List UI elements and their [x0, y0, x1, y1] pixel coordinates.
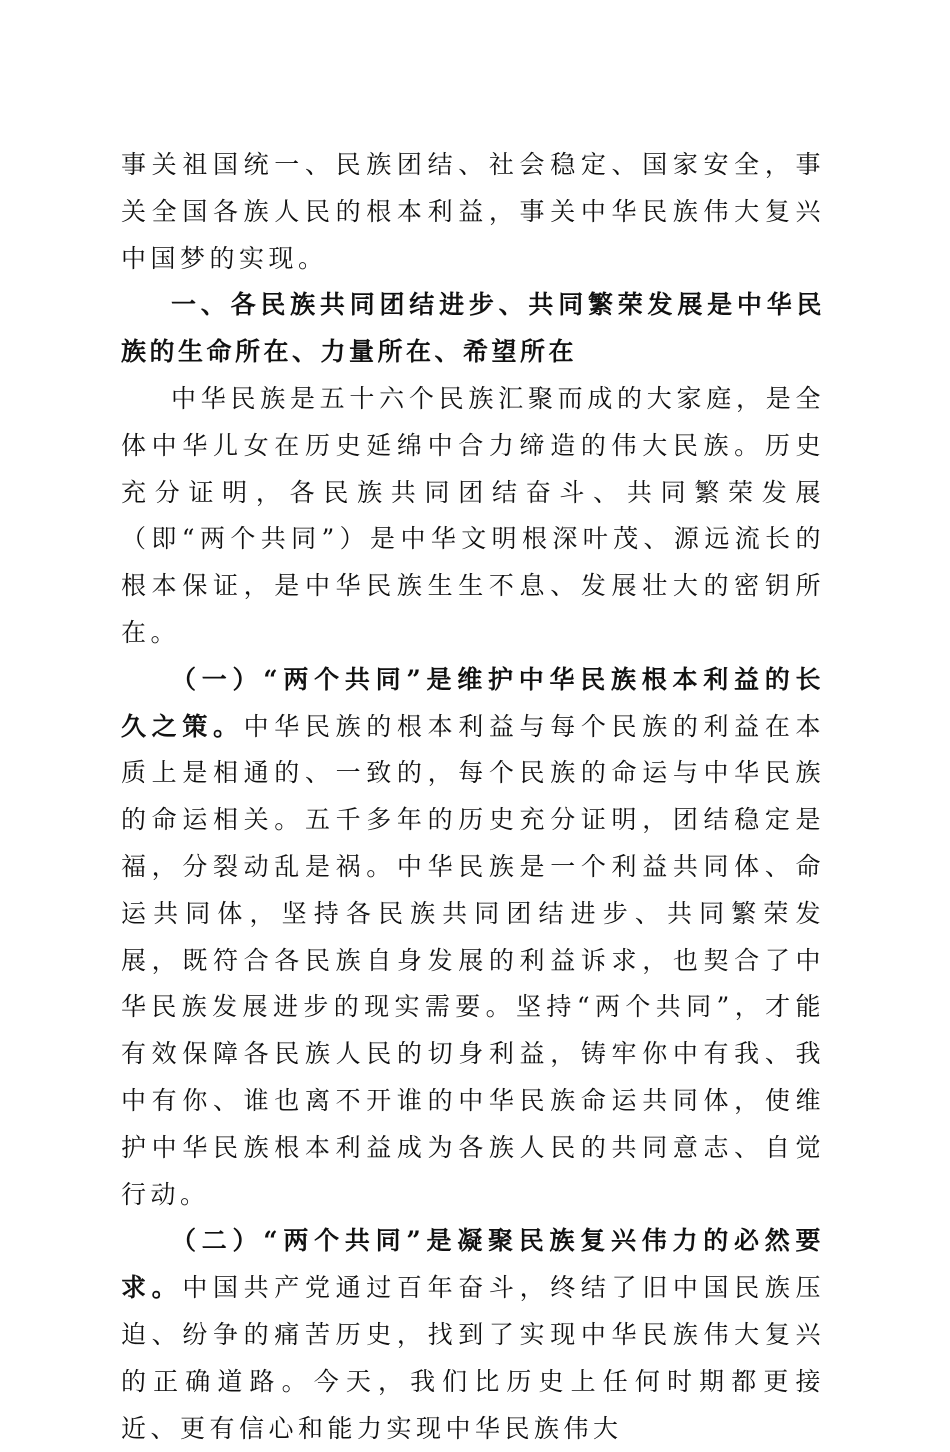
document-body [121, 142, 825, 1452]
section-heading: 一、各民族共同团结进步、共同繁荣发展是中华民族的生命所在、力量所在、希望所在 [121, 290, 825, 367]
subsection-heading: （二）“两个共同”是凝聚民族复兴伟力的必然要求。 [121, 1226, 825, 1303]
subsection-paragraph [121, 1218, 825, 1452]
subsection-body: 中华民族的根本利益与每个民族的利益在本质上是相通的、一致的，每个民族的命运与中华民族的命运相关。五千多年的历史充分证明，团结稳定是福，分裂动乱是祸。中华民族是一个利益共同体、命运共同体，坚持各民族共同团结进步、共同繁荣发展，既符合各民族自身发展的利益诉求，也契合了中华民族发展进步的现实需要。坚持“两个共同”，才能有效保障各民族人民的切身利益，铸牢你中有我、我中有你、谁也离不开谁的中华民族命运共同体，使维护中华民族根本利益成为各族人民的共同意志、自觉行动。 [121, 711, 825, 1209]
paragraph-continuation: 事关祖国统一、民族团结、社会稳定、国家安全，事关全国各族人民的根本利益，事关中华民族伟大复兴中国梦的实现。 [121, 150, 825, 273]
paragraph: 中华民族是五十六个民族汇聚而成的大家庭，是全体中华儿女在历史延绵中合力缔造的伟大民族。历史充分证明，各民族共同团结奋斗、共同繁荣发展（即“两个共同”）是中华文明根深叶茂、源远流长的根本保证，是中华民族生生不息、发展壮大的密钥所在。 [121, 383, 825, 647]
subsection-body: 中国共产党通过百年奋斗，终结了旧中国民族压迫、纷争的痛苦历史，找到了实现中华民族伟大复兴的正确道路。今天，我们比历史上任何时期都更接近、更有信心和能力实现中华民族伟大 [121, 1273, 825, 1443]
subsection-paragraph [121, 657, 825, 1219]
subsection-heading: （一）“两个共同”是维护中华民族根本利益的长久之策。 [121, 664, 825, 741]
